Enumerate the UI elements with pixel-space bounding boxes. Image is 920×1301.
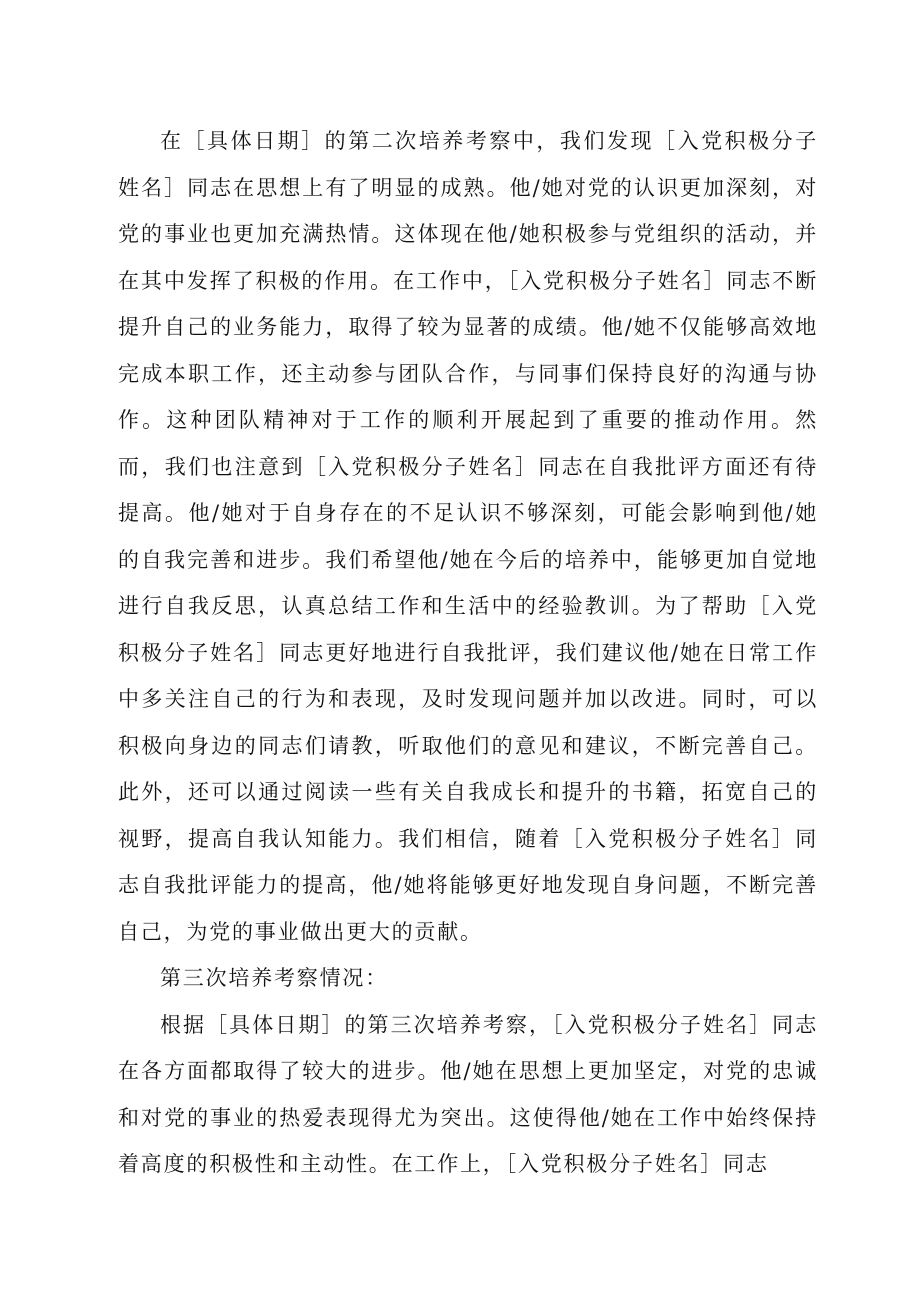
paragraph-third-assessment: 根据［具体日期］的第三次培养考察，［入党积极分子姓名］同志在各方面都取得了较大的进步。他/她在思想上更加坚定，对党的忠诚和对党的事业的热爱表现得尤为突出。这使得他/她在工作中始终保持着高度的积极性和主动性。在工作上，［入党积极分子姓名］同志	[118, 1012, 818, 1176]
paragraph-third-assessment-heading: 第三次培养考察情况：	[160, 966, 388, 990]
document-body	[118, 118, 818, 1188]
paragraph-second-assessment: 在［具体日期］的第二次培养考察中，我们发现［入党积极分子姓名］同志在思想上有了明显的成熟。他/她对党的认识更加深刻，对党的事业也更加充满热情。这体现在他/她积极参与党组织的活动，并在其中发挥了积极的作用。在工作中，［入党积极分子姓名］同志不断提升自己的业务能力，取得了较为显著的成绩。他/她不仅能够高效地完成本职工作，还主动参与团队合作，与同事们保持良好的沟通与协作。这种团队精神对于工作的顺利开展起到了重要的推动作用。然而，我们也注意到［入党积极分子姓名］同志在自我批评方面还有待提高。他/她对于自身存在的不足认识不够深刻，可能会影响到他/她的自我完善和进步。我们希望他/她在今后的培养中，能够更加自觉地进行自我反思，认真总结工作和生活中的经验教训。为了帮助［入党积极分子姓名］同志更好地进行自我批评，我们建议他/她在日常工作中多关注自己的行为和表现，及时发现问题并加以改进。同时，可以积极向身边的同志们请教，听取他们的意见和建议，不断完善自己。此外，还可以通过阅读一些有关自我成长和提升的书籍，拓宽自己的视野，提高自我认知能力。我们相信，随着［入党积极分子姓名］同志自我批评能力的提高，他/她将能够更好地发现自身问题，不断完善自己，为党的事业做出更大的贡献。	[118, 129, 818, 944]
